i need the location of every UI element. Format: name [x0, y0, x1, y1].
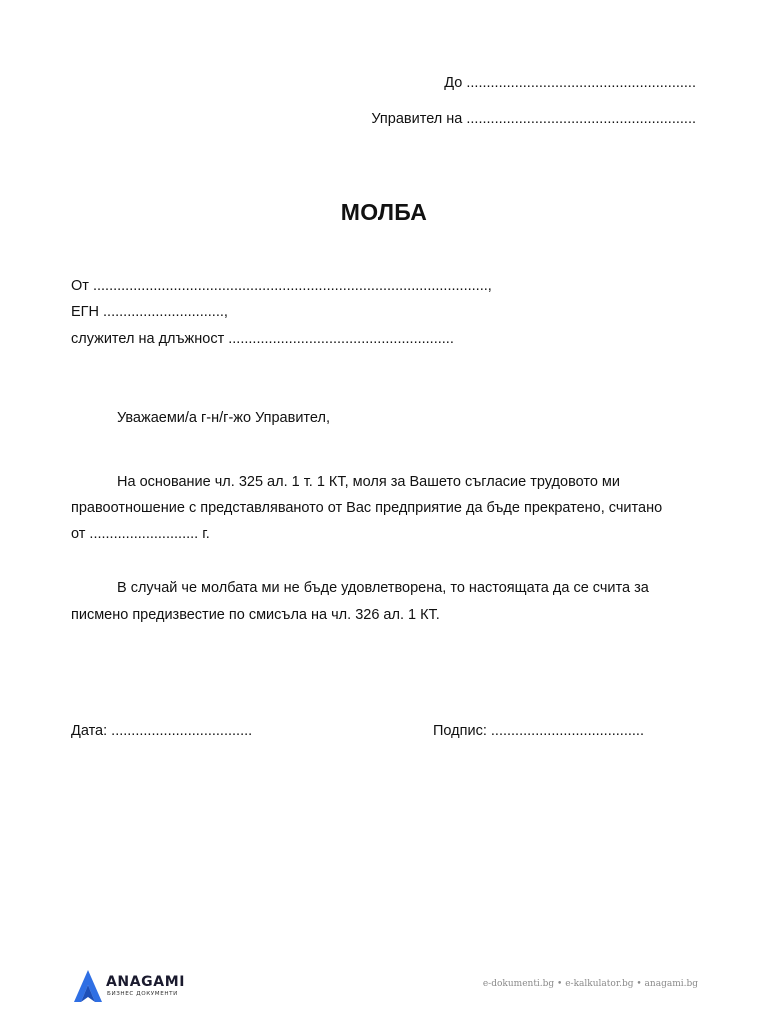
- addressee-to-line: До .........................................................: [444, 75, 696, 91]
- document-title: МОЛБА: [340, 199, 428, 225]
- footer-links: e-dokumenti.bg • e-kalkulator.bg • anagami.bg: [482, 979, 698, 989]
- date-line: Дата: ...................................: [71, 723, 253, 739]
- brand-name: ANAGAMI: [106, 974, 186, 990]
- paragraph1-line2: правоотношение с представляваното от Вас предприятие да бъде прекратено, считано: [71, 500, 663, 516]
- addressee-manager-line: Управител на .........................................................: [371, 111, 696, 127]
- paragraph1-line1: На основание чл. 325 ал. 1 т. 1 КТ, моля за Вашето съгласие трудовото ми: [117, 474, 620, 490]
- anagami-logo-icon: [70, 968, 106, 1004]
- paragraph2-line2: писмено предизвестие по смисъла на чл. 326 ал. 1 КТ.: [71, 607, 440, 623]
- sender-from-line: От ..................................................................................................,: [71, 278, 492, 294]
- greeting: Уважаеми/а г-н/г-жо Управител,: [117, 410, 330, 426]
- brand-tagline: БИЗНЕС ДОКУМЕНТИ: [107, 991, 178, 997]
- sender-position-line: служител на длъжност ........................................................: [71, 331, 454, 347]
- paragraph1-line3: от ........................... г.: [71, 526, 210, 542]
- paragraph2-line1: В случай че молбата ми не бъде удовлетворена, то настоящата да се счита за: [117, 580, 649, 596]
- anagami-logo: [70, 966, 210, 1006]
- sender-egn-line: ЕГН ..............................,: [71, 304, 228, 320]
- signature-line: Подпис: ......................................: [433, 723, 644, 739]
